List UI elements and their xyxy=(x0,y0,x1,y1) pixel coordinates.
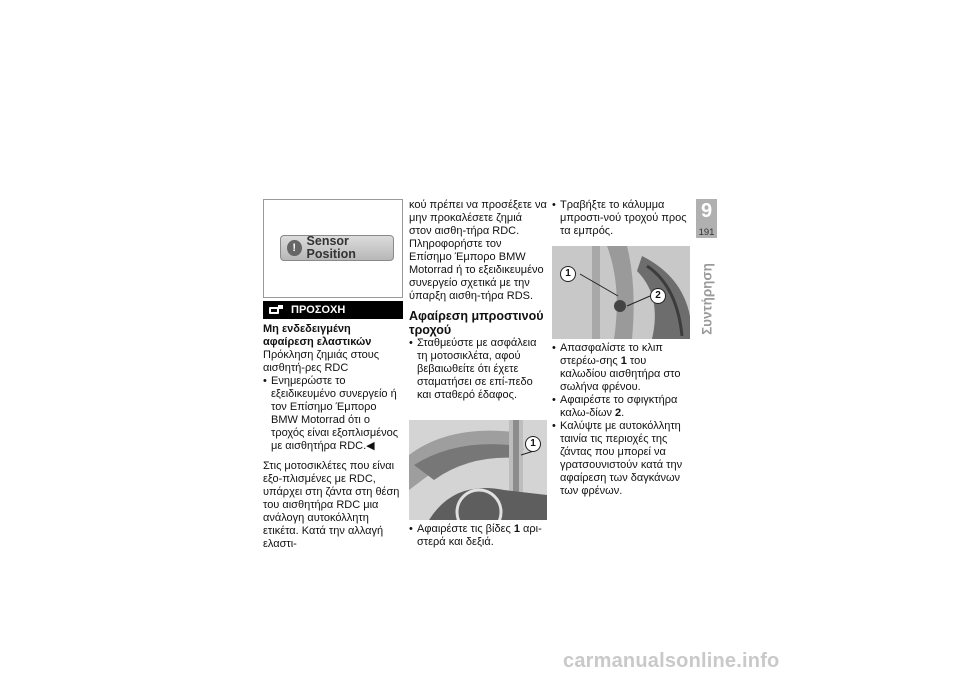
callout-1: 1 xyxy=(560,266,576,282)
page-number: 191 xyxy=(698,227,715,238)
rdc-info-continued: κού πρέπει να προσέξετε να μην προκαλέσετε ζημιά στον αισθη-τήρα RDC. Πληροφορήστε τον Επίσημο Έμπορο BMW Motorrad ή το εξειδικευμένο συνεργείο σχετικά με την ύπαρξη αισθη-τήρα RDS. xyxy=(409,199,547,302)
clamp-text-pre: Αφαιρέστε το σφιγκτήρα καλω-δίων xyxy=(560,394,678,419)
caution-heading: Μη ενδεδειγμένη αφαίρεση ελαστικών xyxy=(263,323,372,348)
chapter-title: Συντήρηση xyxy=(699,263,715,335)
callout-1: 1 xyxy=(525,436,541,452)
caution-bullet-text: Ενημερώστε το εξειδικευμένο συνεργείο ή τον Επίσημο Έμπορο BMW Motorrad ότι ο τροχός είναι εξοπλισμένος με αισθητήρα RDC. xyxy=(271,375,399,452)
bullet-remove-clamp xyxy=(552,394,690,420)
bullet-pull-cover: • Τραβήξτε το κάλυμμα μπροστι-νού τροχού προς τα εμπρός. xyxy=(552,199,690,238)
screws-text-pre: Αφαιρέστε τις βίδες xyxy=(417,523,514,535)
chapter-number: 9 xyxy=(700,200,713,222)
sensor-position-display xyxy=(280,235,394,261)
screws-text-post: αρι-στερά και δεξιά. xyxy=(417,523,542,548)
sensor-position-label: Sensor Position xyxy=(306,234,356,261)
clamp-text-post: . xyxy=(621,407,625,419)
section-title: Αφαίρεση μπροστινού τροχού xyxy=(409,309,544,337)
bullet-cover-rim: • Καλύψτε με αυτοκόλλητη ταινία τις περιοχές της ζάντας που μπορεί να γρατσουνιστούν κατά την αφαίρεση των δαγκάνων των φρένων. xyxy=(552,420,690,498)
clamp-ref: 2 xyxy=(615,407,622,419)
callout-2: 2 xyxy=(650,288,666,304)
chapter-title-vertical xyxy=(698,244,716,354)
column-2 xyxy=(409,199,547,549)
caution-consequence: Πρόκληση ζημιάς στους αισθητή-ρες RDC xyxy=(263,349,380,374)
caution-bullet xyxy=(263,375,403,453)
caution-title: ΠΡΟΣΟΧΗ xyxy=(291,303,346,316)
front-fender-photo xyxy=(409,420,547,520)
warning-icon: ! xyxy=(287,240,302,256)
bullet-secure-motorcycle: • Σταθμεύστε με ασφάλεια τη μοτοσικλέτα, αφού βεβαιωθείτε ότι έχετε σταματήσει σε επί-πεδο και σταθερό έδαφος. xyxy=(409,337,547,402)
rdc-info-text: Στις μοτοσικλέτες που είναι εξο-πλισμένες με RDC, υπάρχει στη ζάντα στη θέση του αισθητήρα RDC μια ανάλογη αυτοκόλλητη ετικέτα. Κατά την αλλαγή ελαστι- xyxy=(263,460,400,550)
clip-text-post: του καλωδίου αισθητήρα στο σωλήνα φρένου. xyxy=(560,355,681,393)
column-1 xyxy=(263,199,403,551)
bullet-release-clip xyxy=(552,342,690,394)
end-mark-icon: ◀ xyxy=(366,440,375,452)
caution-banner xyxy=(263,301,403,319)
bullet-remove-screws xyxy=(409,523,547,549)
screws-ref: 1 xyxy=(513,523,520,535)
watermark: carmanualsonline.info xyxy=(563,650,780,672)
brake-line-photo xyxy=(552,246,690,339)
clip-ref: 1 xyxy=(620,355,627,367)
hand-caution-icon xyxy=(267,303,285,317)
sensor-position-figure xyxy=(263,199,403,298)
clip-text-pre: Απασφαλίστε το κλιπ στερέω-σης xyxy=(560,342,663,367)
column-3 xyxy=(552,199,690,498)
